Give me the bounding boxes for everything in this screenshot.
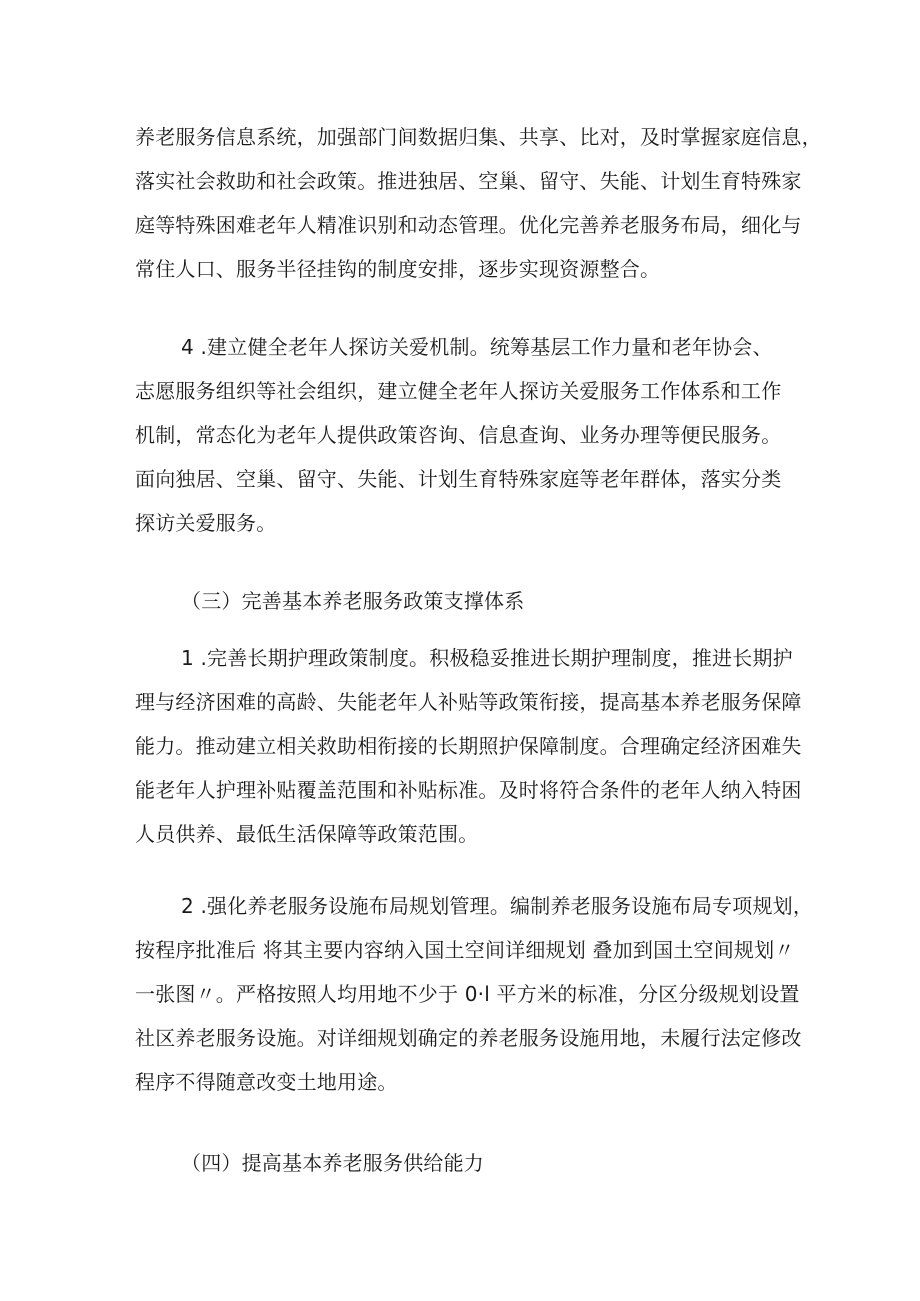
text-line: 人员供养、最低生活保障等政策范围。 bbox=[135, 822, 479, 846]
section-heading-3 bbox=[135, 579, 835, 623]
paragraph-item-4 bbox=[135, 325, 835, 545]
paragraph-info-system bbox=[135, 115, 835, 291]
text-line: 4 .建立健全老年人探访关爱机制。统筹基层工作力量和老年协会、 bbox=[181, 335, 773, 359]
text-line: 机制，常态化为老年人提供政策咨询、信息查询、业务办理等便民服务。 bbox=[135, 423, 782, 447]
section-heading: （三）完善基本养老服务政策支撑体系 bbox=[181, 589, 525, 613]
text-line: 庭等特殊困难老年人精准识别和动态管理。优化完善养老服务布局，细化与 bbox=[135, 213, 802, 237]
section-heading-4 bbox=[135, 1141, 835, 1185]
text-line: 社区养老服务设施。对详细规划确定的养老服务设施用地，未履行法定修改 bbox=[135, 1026, 802, 1050]
text-line: 1 .完善长期护理政策制度。积极稳妥推进长期护理制度，推进长期护 bbox=[181, 646, 793, 670]
text-line: 志愿服务组织等社会组织，建立健全老年人探访关爱服务工作体系和工作 bbox=[135, 379, 782, 403]
text-line: 2 .强化养老服务设施布局规划管理。编制养老服务设施布局专项规划， bbox=[181, 894, 814, 918]
text-line: 理与经济困难的高龄、失能老年人补贴等政策衔接，提高基本养老服务保障 bbox=[135, 690, 802, 714]
text-line: 按程序批准后 将其主要内容纳入国土空间详细规划 叠加到国土空间规划〃 bbox=[135, 938, 795, 962]
text-line: 养老服务信息系统，加强部门间数据归集、共享、比对，及时掌握家庭信息， bbox=[135, 125, 822, 149]
paragraph-item-2 bbox=[135, 884, 835, 1104]
text-line: 能老年人护理补贴覆盖范围和补贴标准。及时将符合条件的老年人纳入特困 bbox=[135, 778, 802, 802]
text-line: 常住人口、服务半径挂钩的制度安排，逐步实现资源整合。 bbox=[135, 257, 661, 281]
text-line: 能力。推动建立相关救助相衔接的长期照护保障制度。合理确定经济困难失 bbox=[135, 734, 802, 758]
text-line: 面向独居、空巢、留守、失能、计划生育特殊家庭等老年群体，落实分类 bbox=[135, 467, 782, 491]
text-line: 程序不得随意改变土地用途。 bbox=[135, 1070, 398, 1094]
text-line: 探访关爱服务。 bbox=[135, 511, 277, 535]
text-line: 落实社会救助和社会政策。推进独居、空巢、留守、失能、计划生育特殊家 bbox=[135, 169, 802, 193]
paragraph-item-1 bbox=[135, 636, 835, 856]
section-heading: （四）提高基本养老服务供给能力 bbox=[181, 1151, 484, 1175]
text-line: 一张图〃。严格按照人均用地不少于 0·l 平方米的标准，分区分级规划设置 bbox=[135, 982, 800, 1006]
